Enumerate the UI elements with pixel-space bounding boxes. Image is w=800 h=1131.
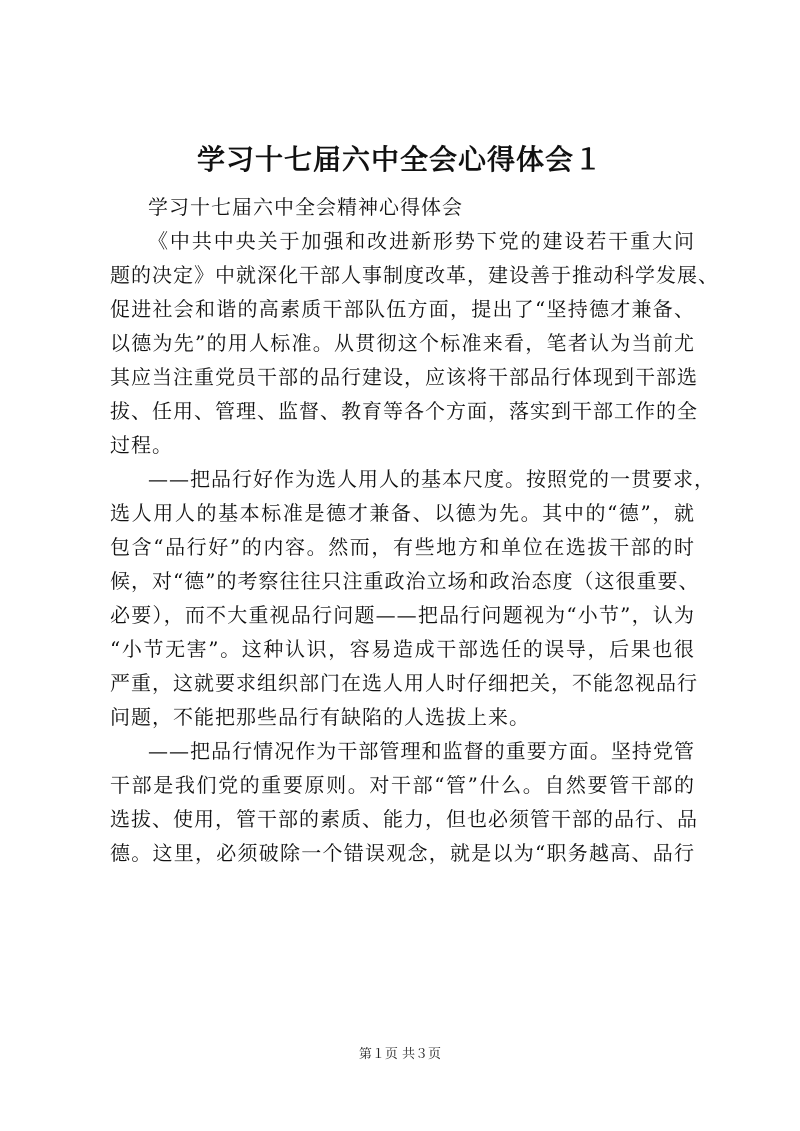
paragraph-1-line: 拔、任用、管理、监督、教育等各个方面，落实到干部工作的全 (110, 399, 698, 423)
page-footer: 第１页 共３页 (358, 1047, 442, 1062)
paragraph-2-line: 严重，这就要求组织部门在选人用人时仔细把关，不能忽视品行 (110, 671, 698, 695)
paragraph-2-line: 选人用人的基本标准是德才兼备、以德为先。其中的“德”，就 (110, 501, 695, 525)
paragraph-1-line: 《中共中央关于加强和改进新形势下党的建设若干重大问 (148, 229, 695, 253)
paragraph-2-line: “小节无害”。这种认识，容易造成干部选任的误导，后果也很 (110, 637, 695, 661)
document-body (110, 190, 719, 870)
paragraph-1-line: 题的决定》中就深化干部人事制度改革，建设善于推动科学发展、 (110, 263, 719, 287)
paragraph-2-line: 候，对“德”的考察往往只注重政治立场和政治态度（这很重要、 (110, 569, 700, 593)
document-title: 学习十七届六中全会心得体会１ (196, 143, 603, 176)
paragraph-2-line: 包含“品行好”的内容。然而，有些地方和单位在选拔干部的时 (110, 535, 695, 559)
paragraph-3-line: 德。这里，必须破除一个错误观念，就是以为“职务越高、品行 (110, 841, 695, 865)
paragraph-1-line: 其应当注重党员干部的品行建设，应该将干部品行体现到干部选 (110, 365, 698, 389)
paragraph-1-line: 促进社会和谐的高素质干部队伍方面，提出了“坚持德才兼备、 (110, 297, 695, 321)
paragraph-1-line: 过程。 (110, 433, 173, 457)
paragraph-2-line: ——把品行好作为选人用人的基本尺度。按照党的一贯要求， (148, 467, 715, 491)
paragraph-3-line: 干部是我们党的重要原则。对干部“管”什么。自然要管干部的 (110, 773, 695, 797)
subtitle: 学习十七届六中全会精神心得体会 (148, 195, 463, 219)
paragraph-3-line: 选拔、使用，管干部的素质、能力，但也必须管干部的品行、品 (110, 807, 698, 831)
paragraph-3-line: ——把品行情况作为干部管理和监督的重要方面。坚持党管 (148, 739, 695, 763)
paragraph-2-line: 必要），而不大重视品行问题——把品行问题视为“小节”，认为 (110, 603, 695, 627)
paragraph-2-line: 问题，不能把那些品行有缺陷的人选拔上来。 (110, 705, 530, 729)
paragraph-1-line: 以德为先”的用人标准。从贯彻这个标准来看，笔者认为当前尤 (110, 331, 695, 355)
